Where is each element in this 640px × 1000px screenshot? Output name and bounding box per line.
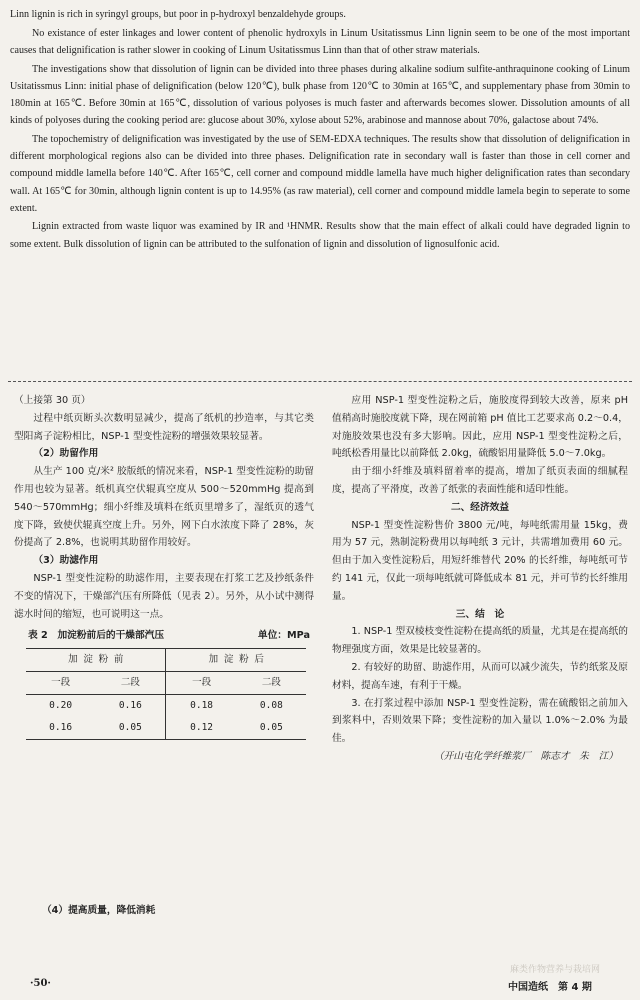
table-cell: 0.05 (95, 717, 166, 740)
table-cell: 0.16 (118, 700, 142, 712)
right-paragraph-1: 应用 NSP-1 型变性淀粉之后，施胶度得到较大改善，原来 pH 值稍高时施胶度就下降，现在网前箱 pH 值比工艺要求高 0.2～0.4，对施胶效果也没有多大影响。因此，应用 NSP-1 型变性淀粉之后，吨纸松香用量比以前降低 2.0kg，硫酸铝用量降低 5.0～7.0kg。 (332, 395, 628, 460)
table-row (26, 717, 306, 740)
table-cell: 0.08 (259, 700, 283, 712)
section-divider (8, 381, 632, 382)
heading-conclusion: 三、结 论 (455, 608, 505, 620)
table-cell: 0.12 (166, 717, 237, 740)
heading-retention: （2）助留作用 (33, 448, 99, 460)
subheader-stage2: 二段 (237, 672, 306, 695)
table-caption-row (14, 627, 314, 645)
table-row (26, 695, 306, 718)
journal-issue: 中国造纸 第 4 期 (508, 982, 592, 993)
english-abstract (10, 6, 630, 254)
table-cell: 0.05 (237, 717, 306, 740)
abstract-paragraph-4: The topochemistry of delignification was investigated by the use of SEM-EDXA techniques. The results show that dissolution of delignification in different morphological regions also can be divided into three phases. Delignification rate in secondary wall is faster than those in cell corner and compound middle lamella before 140℃. After 165℃, cell corner and compound middle lamella have much higher delignification rates than secondary wall. At 165℃ for 30min, although lignin content is up to 14.95% (as raw material), cell corner and compound middle lamela begin to seperate to some extent. (10, 133, 630, 214)
header-before: 加 淀 粉 前 (26, 649, 166, 672)
abstract-paragraph-5: Lignin extracted from waste liquor was examined by IR and ¹HNMR. Results show that the main effect of alkali could have degraded lignin to some extent. Bulk dissolution of lignin can be attributed to the sulfonation of lignin and dissolution of lignosulfonic acid. (10, 221, 630, 250)
conclusion-2: 2. 有较好的助留、助滤作用，从而可以减少流失，节约纸浆及原材料，提高车速，有利于干燥。 (332, 661, 628, 691)
right-column (332, 392, 628, 766)
table-header-row (26, 649, 306, 672)
table-caption: 表 2 加淀粉前后的干燥部汽压 (28, 630, 165, 642)
heading-economic-benefit: 二、经济效益 (450, 501, 510, 513)
conclusion-1: 1. NSP-1 型双棱枝变性淀粉在提高纸的质量，尤其是在提高纸的物理强度方面，效果是比较显著的。 (332, 626, 628, 656)
right-paragraph-3: NSP-1 型变性淀粉售价 3800 元/吨，每吨纸需用量 15kg，费用为 57 元，熟制淀粉费用以每吨纸 3 元计，共需增加费用 60 元。但由于加入变性淀粉后，用短纤维替代 20% 的长纤维，每吨纸可节约 141 元，仅此一项每吨纸就可降低成本 81 元，并可节约长纤维用量。 (332, 519, 628, 602)
table-cell: 0.16 (26, 717, 95, 740)
author-credit: （开山屯化学纤维浆厂 陈志才 朱 江） (433, 750, 618, 762)
steam-pressure-table (26, 648, 306, 740)
continued-note: （上接第 30 页） (14, 395, 91, 406)
table-subheader-row (26, 672, 306, 695)
subheader-stage1: 一段 (166, 672, 237, 695)
table-cell: 0.20 (49, 700, 73, 712)
right-paragraph-2: 由于细小纤维及填料留着率的提高，增加了纸页表面的细腻程度，提高了平滑度，改善了纸张的表面性能和适印性能。 (332, 466, 628, 495)
abstract-paragraph-2: No existance of ester linkages and lower content of phenolic hydroxyls in Linum Usitatissmus Linn lignin seem to be one of the most important causes that delignification is rather slower in cooking of Linum Usitatissmus Linn than that of other straw materials. (10, 27, 630, 56)
left-column (14, 392, 314, 740)
left-paragraph-1: 过程中纸页断头次数明显减少，提高了纸机的抄造率，与其它类型阳离子淀粉相比，NSP-1 型变性淀粉的增强效果较显著。 (14, 412, 314, 442)
subheader-stage1: 一段 (26, 672, 95, 695)
abstract-paragraph-1: Linn lignin is rich in syringyl groups, but poor in p-hydroxyl benzaldehyde groups. (10, 9, 346, 20)
page-number: ·50· (30, 978, 51, 989)
heading-filtration: （3）助滤作用 (33, 555, 99, 567)
left-paragraph-3: NSP-1 型变性淀粉的助滤作用，主要表现在打浆工艺及抄纸条件不变的情况下，干燥部汽压有所降低（见表 2）。另外，从小试中测得滤水时间的缩短，也可说明这一点。 (14, 572, 314, 620)
heading-quality: （4）提高质量，降低消耗 (42, 905, 156, 916)
conclusion-3: 3. 在打浆过程中添加 NSP-1 型变性淀粉，需在硫酸铝之前加入到浆料中，否则效果下降；变性淀粉的加入量以 1.0%～2.0% 为最佳。 (332, 697, 628, 745)
abstract-paragraph-3: The investigations show that dissolution of lignin can be divided into three phases during alkaline sodium sulfite-anthraquinone cooking of Linum Usitatissmus Linn: initial phase of delignification (below 120℃), bulk phase from 120℃ to 30min at 165℃, and supplementary phase from 30min to 180min at 165℃. Before 30min at 165℃, dissolution of various polyoses is much faster and afterwards becomes slower. Dissolution amounts of all kinds of polyoses during the cooking period are: glucose about 30%, xylose about 52%, arabinose and mannose about 70%, galactose about 74%. (10, 63, 630, 127)
header-after: 加 淀 粉 后 (166, 649, 306, 672)
left-paragraph-2: 从生产 100 克/米² 胶版纸的情况来看，NSP-1 型变性淀粉的助留作用也较为显著。纸机真空伏辊真空度从 500～520mmHg 提高到 540～570mmHg；细小纤维及填料在纸页里增多了，湿纸页的透气度下降，致使伏辊真空度上升。另外，网下白水浓度下降了 28%，灰份提高了 2.8%，也说明其助留作用较好。 (14, 466, 314, 549)
table-cell: 0.18 (166, 695, 237, 718)
subheader-stage2: 二段 (95, 672, 166, 695)
table-unit: 单位：MPa (257, 630, 310, 642)
watermark: 麻类作物营养与栽培网 (510, 965, 601, 975)
